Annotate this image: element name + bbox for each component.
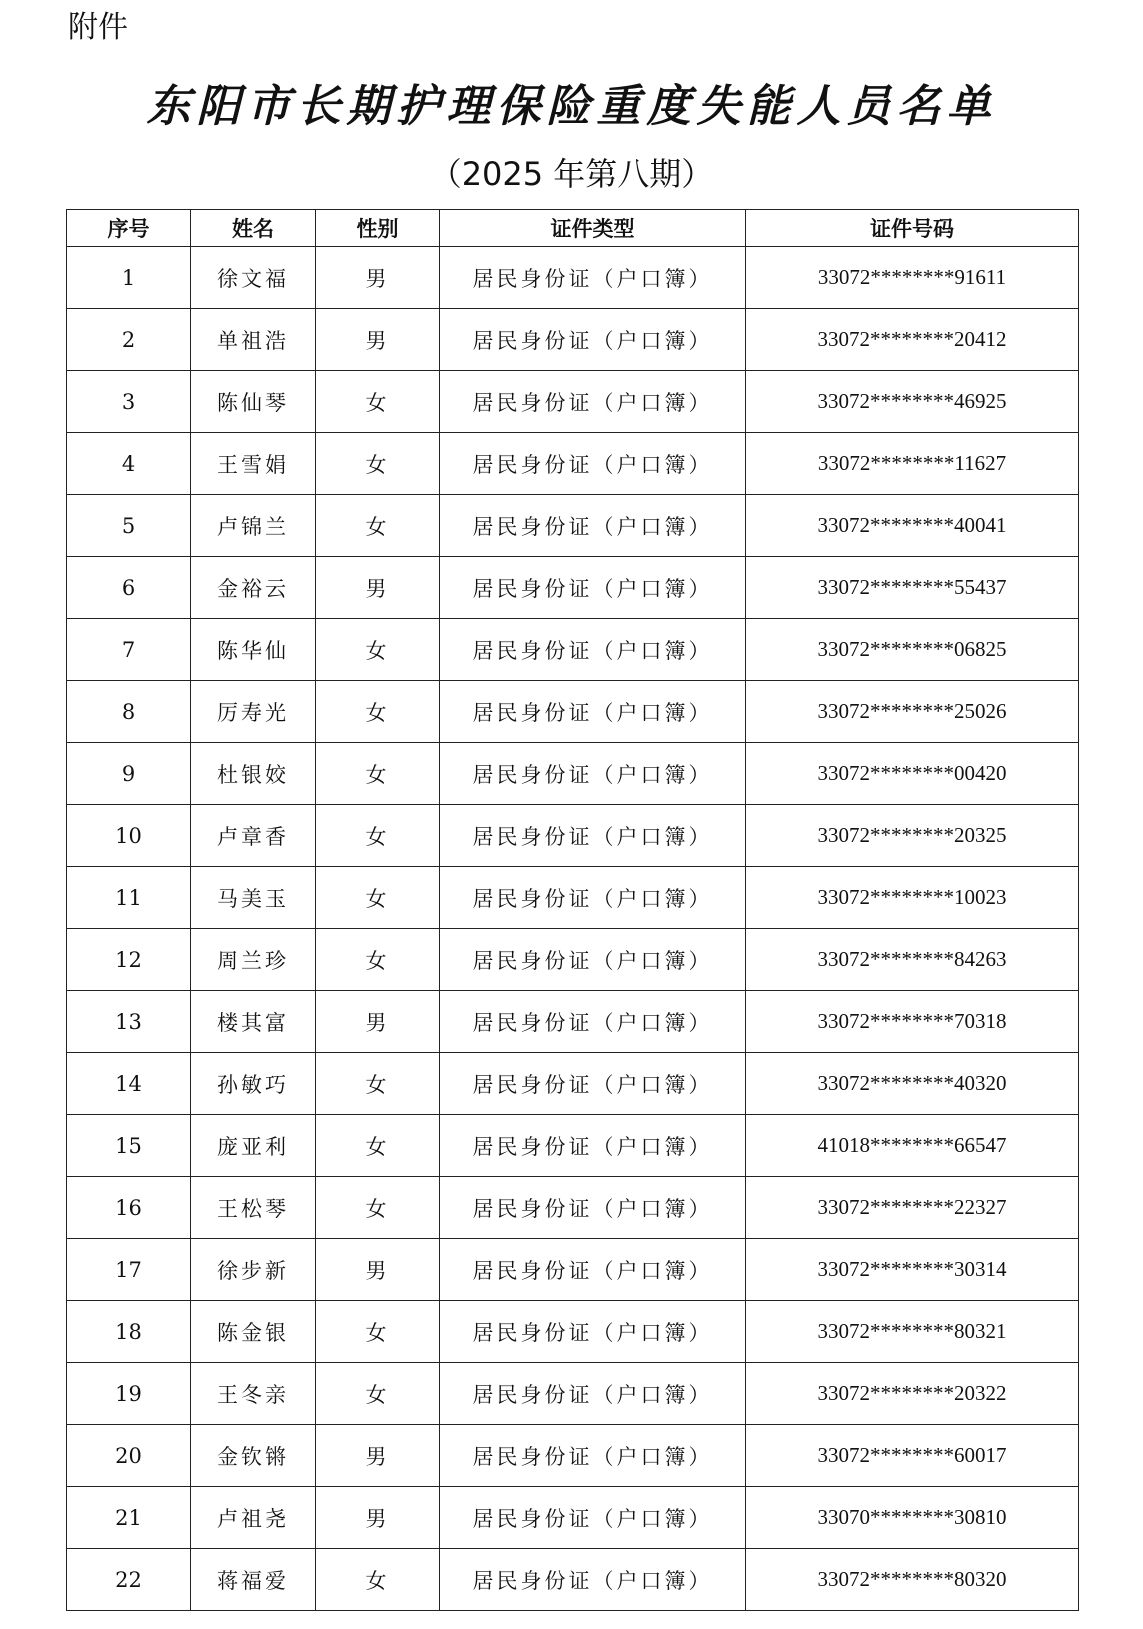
cell-name: 蒋福爱 — [191, 1549, 316, 1611]
table-row — [67, 867, 1079, 929]
cell-no: 6 — [67, 557, 191, 619]
cell-id-number: 33072********30314 — [746, 1239, 1079, 1301]
cell-no: 19 — [67, 1363, 191, 1425]
cell-id-type: 居民身份证（户口簿） — [440, 433, 746, 495]
cell-id-number: 33072********40041 — [746, 495, 1079, 557]
cell-id-type: 居民身份证（户口簿） — [440, 1239, 746, 1301]
cell-no: 13 — [67, 991, 191, 1053]
cell-id-number: 33072********60017 — [746, 1425, 1079, 1487]
cell-no: 10 — [67, 805, 191, 867]
cell-no: 18 — [67, 1301, 191, 1363]
table-row — [67, 929, 1079, 991]
column-header-id-number: 证件号码 — [746, 210, 1079, 247]
cell-id-number: 33072********80321 — [746, 1301, 1079, 1363]
cell-gender: 女 — [316, 929, 440, 991]
table-row — [67, 1301, 1079, 1363]
column-header-id-type: 证件类型 — [440, 210, 746, 247]
cell-id-type: 居民身份证（户口簿） — [440, 929, 746, 991]
table-row — [67, 743, 1079, 805]
column-header-no: 序号 — [67, 210, 191, 247]
cell-no: 22 — [67, 1549, 191, 1611]
cell-id-type: 居民身份证（户口簿） — [440, 1549, 746, 1611]
cell-id-type: 居民身份证（户口簿） — [440, 1487, 746, 1549]
table-row — [67, 1425, 1079, 1487]
cell-name: 陈华仙 — [191, 619, 316, 681]
cell-no: 1 — [67, 247, 191, 309]
cell-id-type: 居民身份证（户口簿） — [440, 1301, 746, 1363]
table-row — [67, 1053, 1079, 1115]
cell-name: 徐文福 — [191, 247, 316, 309]
table-row — [67, 681, 1079, 743]
cell-gender: 女 — [316, 867, 440, 929]
cell-name: 周兰珍 — [191, 929, 316, 991]
cell-id-type: 居民身份证（户口簿） — [440, 309, 746, 371]
attachment-label: 附件 — [68, 10, 128, 45]
cell-no: 21 — [67, 1487, 191, 1549]
cell-name: 王冬亲 — [191, 1363, 316, 1425]
cell-no: 3 — [67, 371, 191, 433]
cell-name: 金裕云 — [191, 557, 316, 619]
cell-gender: 男 — [316, 1487, 440, 1549]
cell-id-number: 33072********06825 — [746, 619, 1079, 681]
cell-gender: 女 — [316, 681, 440, 743]
cell-no: 14 — [67, 1053, 191, 1115]
cell-id-number: 33072********20322 — [746, 1363, 1079, 1425]
roster-table — [66, 209, 1079, 1611]
cell-name: 陈仙琴 — [191, 371, 316, 433]
table-header — [67, 210, 1079, 247]
cell-id-type: 居民身份证（户口簿） — [440, 867, 746, 929]
cell-id-number: 33072********46925 — [746, 371, 1079, 433]
cell-gender: 女 — [316, 433, 440, 495]
cell-gender: 男 — [316, 991, 440, 1053]
cell-name: 卢祖尧 — [191, 1487, 316, 1549]
cell-no: 12 — [67, 929, 191, 991]
cell-id-number: 33072********80320 — [746, 1549, 1079, 1611]
column-header-gender: 性别 — [316, 210, 440, 247]
cell-id-type: 居民身份证（户口簿） — [440, 1053, 746, 1115]
cell-no: 16 — [67, 1177, 191, 1239]
cell-no: 4 — [67, 433, 191, 495]
cell-gender: 女 — [316, 1177, 440, 1239]
cell-no: 8 — [67, 681, 191, 743]
cell-no: 15 — [67, 1115, 191, 1177]
cell-no: 7 — [67, 619, 191, 681]
table-row — [67, 1239, 1079, 1301]
column-header-name: 姓名 — [191, 210, 316, 247]
table-row — [67, 991, 1079, 1053]
cell-gender: 女 — [316, 1115, 440, 1177]
table-row — [67, 557, 1079, 619]
cell-id-number: 33072********40320 — [746, 1053, 1079, 1115]
cell-id-number: 33072********70318 — [746, 991, 1079, 1053]
cell-name: 单祖浩 — [191, 309, 316, 371]
cell-name: 王松琴 — [191, 1177, 316, 1239]
cell-gender: 女 — [316, 1053, 440, 1115]
table-row — [67, 309, 1079, 371]
cell-no: 9 — [67, 743, 191, 805]
table-row — [67, 619, 1079, 681]
cell-id-type: 居民身份证（户口簿） — [440, 495, 746, 557]
cell-gender: 女 — [316, 743, 440, 805]
cell-id-type: 居民身份证（户口簿） — [440, 619, 746, 681]
table-row — [67, 495, 1079, 557]
cell-id-type: 居民身份证（户口簿） — [440, 1115, 746, 1177]
table-row — [67, 1115, 1079, 1177]
cell-id-type: 居民身份证（户口簿） — [440, 1425, 746, 1487]
cell-id-type: 居民身份证（户口簿） — [440, 743, 746, 805]
table-row — [67, 1363, 1079, 1425]
cell-id-number: 33072********25026 — [746, 681, 1079, 743]
cell-gender: 男 — [316, 1425, 440, 1487]
cell-name: 庞亚利 — [191, 1115, 316, 1177]
cell-name: 孙敏巧 — [191, 1053, 316, 1115]
cell-id-type: 居民身份证（户口簿） — [440, 247, 746, 309]
document-title: 东阳市长期护理保险重度失能人员名单 — [146, 81, 997, 132]
cell-id-number: 33072********55437 — [746, 557, 1079, 619]
cell-name: 杜银姣 — [191, 743, 316, 805]
cell-id-type: 居民身份证（户口簿） — [440, 805, 746, 867]
cell-gender: 女 — [316, 371, 440, 433]
cell-name: 徐步新 — [191, 1239, 316, 1301]
cell-gender: 男 — [316, 247, 440, 309]
cell-gender: 女 — [316, 619, 440, 681]
cell-gender: 女 — [316, 1549, 440, 1611]
table-row — [67, 1549, 1079, 1611]
cell-id-number: 33072********84263 — [746, 929, 1079, 991]
table-body — [67, 247, 1079, 1611]
cell-name: 卢章香 — [191, 805, 316, 867]
table-row — [67, 1487, 1079, 1549]
cell-name: 厉寿光 — [191, 681, 316, 743]
cell-id-number: 33072********20412 — [746, 309, 1079, 371]
cell-gender: 女 — [316, 495, 440, 557]
cell-gender: 女 — [316, 805, 440, 867]
document-subtitle: （2025 年第八期） — [429, 155, 714, 193]
cell-name: 王雪娟 — [191, 433, 316, 495]
cell-gender: 男 — [316, 309, 440, 371]
cell-no: 5 — [67, 495, 191, 557]
cell-gender: 男 — [316, 557, 440, 619]
cell-id-type: 居民身份证（户口簿） — [440, 371, 746, 433]
table-row — [67, 433, 1079, 495]
cell-id-type: 居民身份证（户口簿） — [440, 1363, 746, 1425]
table-row — [67, 247, 1079, 309]
cell-gender: 女 — [316, 1363, 440, 1425]
cell-id-number: 33072********00420 — [746, 743, 1079, 805]
table-row — [67, 1177, 1079, 1239]
cell-id-number: 41018********66547 — [746, 1115, 1079, 1177]
cell-id-type: 居民身份证（户口簿） — [440, 1177, 746, 1239]
cell-id-type: 居民身份证（户口簿） — [440, 991, 746, 1053]
cell-id-number: 33072********22327 — [746, 1177, 1079, 1239]
header-row — [67, 210, 1079, 247]
cell-name: 金钦锵 — [191, 1425, 316, 1487]
cell-name: 楼其富 — [191, 991, 316, 1053]
cell-id-number: 33070********30810 — [746, 1487, 1079, 1549]
cell-id-number: 33072********20325 — [746, 805, 1079, 867]
table-row — [67, 371, 1079, 433]
cell-id-type: 居民身份证（户口簿） — [440, 557, 746, 619]
cell-name: 马美玉 — [191, 867, 316, 929]
cell-id-number: 33072********11627 — [746, 433, 1079, 495]
cell-no: 17 — [67, 1239, 191, 1301]
cell-no: 11 — [67, 867, 191, 929]
cell-name: 陈金银 — [191, 1301, 316, 1363]
cell-id-number: 33072********10023 — [746, 867, 1079, 929]
cell-gender: 男 — [316, 1239, 440, 1301]
table-row — [67, 805, 1079, 867]
cell-id-number: 33072********91611 — [746, 247, 1079, 309]
cell-gender: 女 — [316, 1301, 440, 1363]
cell-no: 20 — [67, 1425, 191, 1487]
cell-id-type: 居民身份证（户口簿） — [440, 681, 746, 743]
cell-no: 2 — [67, 309, 191, 371]
cell-name: 卢锦兰 — [191, 495, 316, 557]
